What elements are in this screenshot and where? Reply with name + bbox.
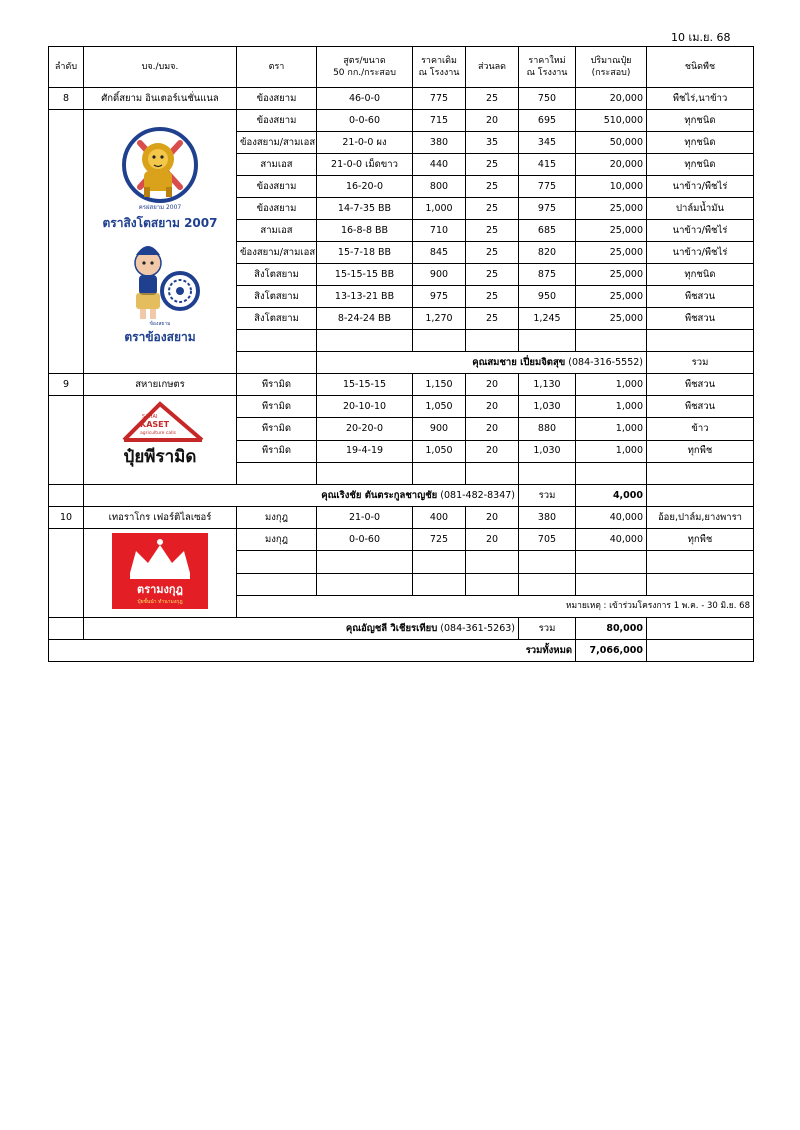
formula-cell: 21-0-0 เม็ดขาว	[317, 154, 413, 176]
old-price-cell: 710	[413, 220, 466, 242]
old-price-cell: 400	[413, 507, 466, 529]
quantity-cell: 25,000	[576, 242, 647, 264]
empty-cell	[413, 330, 466, 352]
crown-logo-text: ตรามงกุฎ	[137, 583, 183, 596]
brand-cell: พีรามิด	[237, 440, 317, 462]
new-price-cell: 1,030	[519, 396, 576, 418]
empty-cell	[647, 618, 754, 640]
crop-cell: นาข้าว/พืชไร่	[647, 220, 754, 242]
header-company: บจ./บมจ.	[84, 47, 237, 88]
empty-cell	[647, 462, 754, 484]
empty-cell	[647, 640, 754, 662]
new-price-cell: 1,245	[519, 308, 576, 330]
empty-cell	[519, 330, 576, 352]
empty-cell	[576, 551, 647, 573]
formula-cell: 20-10-10	[317, 396, 413, 418]
crop-cell: อ้อย,ปาล์ม,ยางพารา	[647, 507, 754, 529]
empty-cell	[519, 551, 576, 573]
note-text: หมายเหตุ : เข้าร่วมโครงการ 1 พ.ค. - 30 มิ.ย. 68	[237, 595, 754, 617]
table-row	[49, 529, 754, 551]
old-price-cell: 800	[413, 176, 466, 198]
old-price-cell: 1,000	[413, 198, 466, 220]
empty-cell	[317, 573, 413, 595]
quantity-cell: 25,000	[576, 308, 647, 330]
new-price-cell: 345	[519, 132, 576, 154]
table-row	[49, 374, 754, 396]
formula-cell: 0-0-60	[317, 110, 413, 132]
header-formula	[317, 47, 413, 88]
empty-cell	[466, 573, 519, 595]
contact-cell	[317, 352, 647, 374]
company-name: เทอราโกร เฟอร์ติไลเซอร์	[84, 507, 237, 529]
logo-cell	[84, 110, 237, 374]
discount-cell: 25	[466, 88, 519, 110]
empty-cell	[576, 573, 647, 595]
new-price-cell: 975	[519, 198, 576, 220]
table-row	[49, 507, 754, 529]
formula-cell: 21-0-0 ผง	[317, 132, 413, 154]
header-discount: ส่วนลด	[466, 47, 519, 88]
old-price-cell: 1,270	[413, 308, 466, 330]
header-old-price	[413, 47, 466, 88]
fertilizer-price-table	[48, 46, 754, 662]
old-price-cell: 845	[413, 242, 466, 264]
agri-tagline-text: agriculture calls	[140, 431, 176, 436]
quantity-cell: 20,000	[576, 154, 647, 176]
new-price-cell: 750	[519, 88, 576, 110]
brand-cell: สิงโตสยาม	[237, 286, 317, 308]
quantity-cell: 1,000	[576, 396, 647, 418]
header-old-price-line1: ราคาเดิม	[421, 56, 457, 66]
old-price-cell: 380	[413, 132, 466, 154]
brand-cell: สามเอส	[237, 220, 317, 242]
brand-cell: ข้องสยาม	[237, 88, 317, 110]
empty-cell	[317, 330, 413, 352]
brand-cell: สิงโตสยาม	[237, 264, 317, 286]
grand-total-label: รวมทั้งหมด	[49, 640, 576, 662]
header-row	[49, 47, 754, 88]
empty-cell	[413, 551, 466, 573]
empty-cell	[237, 352, 317, 374]
crop-cell: ทุกชนิด	[647, 132, 754, 154]
crop-cell: พืชสวน	[647, 374, 754, 396]
quantity-cell: 1,000	[576, 418, 647, 440]
new-price-cell: 415	[519, 154, 576, 176]
subtotal-value: 80,000	[576, 618, 647, 640]
sahai-text: SAHAI	[142, 414, 158, 420]
empty-cell	[519, 462, 576, 484]
discount-cell: 25	[466, 308, 519, 330]
empty-cell	[49, 485, 84, 507]
brand-cell: พีรามิด	[237, 396, 317, 418]
brand-cell: ข้องสยาม	[237, 176, 317, 198]
quantity-cell: 40,000	[576, 529, 647, 551]
header-new-price-line2: ณ โรงงาน	[526, 68, 568, 78]
contact-cell	[84, 618, 519, 640]
quantity-cell: 25,000	[576, 220, 647, 242]
table-row	[49, 396, 754, 418]
formula-cell: 20-20-0	[317, 418, 413, 440]
header-quantity-line1: ปริมาณปุ๋ย	[590, 56, 632, 66]
discount-cell: 20	[466, 440, 519, 462]
khong-boy-icon	[135, 246, 198, 319]
brand-cell: สามเอส	[237, 154, 317, 176]
crop-cell: ทุกชนิด	[647, 264, 754, 286]
empty-cell	[237, 573, 317, 595]
company-name: ศักดิ์สยาม อินเตอร์เนชั่นแนล	[84, 88, 237, 110]
discount-cell: 20	[466, 507, 519, 529]
formula-cell: 21-0-0	[317, 507, 413, 529]
subtotal-label: รวม	[519, 618, 576, 640]
quantity-cell: 40,000	[576, 507, 647, 529]
old-price-cell: 725	[413, 529, 466, 551]
formula-cell: 8-24-24 BB	[317, 308, 413, 330]
brand-cell: ข้องสยาม	[237, 198, 317, 220]
crop-cell: นาข้าว/พืชไร่	[647, 242, 754, 264]
empty-cell	[317, 462, 413, 484]
crop-cell: ทุกพืช	[647, 529, 754, 551]
empty-cell	[466, 551, 519, 573]
crop-cell: นาข้าว/พืชไร่	[647, 176, 754, 198]
row-number: 8	[49, 88, 84, 110]
row-number: 9	[49, 374, 84, 396]
crown-logo-subtext: ปุ๋ยชั้นนำ ทำนามงกุฎ	[137, 599, 183, 605]
discount-cell: 25	[466, 176, 519, 198]
discount-cell: 25	[466, 154, 519, 176]
formula-cell: 0-0-60	[317, 529, 413, 551]
subtotal-row	[49, 485, 754, 507]
header-quantity-line2: (กระสอบ)	[591, 68, 631, 78]
formula-cell: 46-0-0	[317, 88, 413, 110]
crop-cell: ทุกชนิด	[647, 110, 754, 132]
subtotal-label: รวม	[647, 352, 754, 374]
crop-cell: ปาล์มน้ำมัน	[647, 198, 754, 220]
empty-cell	[576, 462, 647, 484]
quantity-cell: 25,000	[576, 198, 647, 220]
new-price-cell: 950	[519, 286, 576, 308]
quantity-cell: 25,000	[576, 286, 647, 308]
siam-lion-and-khong-siam-logos	[84, 115, 236, 365]
empty-number-cell	[49, 529, 84, 618]
new-price-cell: 705	[519, 529, 576, 551]
header-formula-line2: 50 กก./กระสอบ	[333, 68, 396, 78]
quantity-cell: 1,000	[576, 440, 647, 462]
crown-brand-logo	[84, 529, 236, 613]
contact-phone: (081-482-8347)	[440, 489, 515, 501]
empty-cell	[647, 485, 754, 507]
subtotal-value: 4,000	[576, 485, 647, 507]
empty-cell	[647, 330, 754, 352]
logo-cell	[84, 529, 237, 618]
old-price-cell: 900	[413, 264, 466, 286]
new-price-cell: 380	[519, 507, 576, 529]
new-price-cell: 820	[519, 242, 576, 264]
header-crop: ชนิดพืช	[647, 47, 754, 88]
lion-logo-small-text: ฅรฝสยาม 2007	[138, 203, 182, 211]
quantity-cell: 50,000	[576, 132, 647, 154]
empty-cell	[413, 573, 466, 595]
old-price-cell: 900	[413, 418, 466, 440]
contact-phone: (084-316-5552)	[568, 356, 643, 368]
contact-phone: (084-361-5263)	[440, 622, 515, 634]
kaset-text: KASET	[140, 420, 170, 429]
subtotal-label: รวม	[519, 485, 576, 507]
empty-number-cell	[49, 110, 84, 374]
old-price-cell: 440	[413, 154, 466, 176]
discount-cell: 25	[466, 198, 519, 220]
discount-cell: 20	[466, 374, 519, 396]
empty-cell	[237, 330, 317, 352]
formula-cell: 15-15-15	[317, 374, 413, 396]
empty-cell	[237, 551, 317, 573]
pyramid-logo-text: ปุ๋ยพีรามิด	[123, 447, 197, 467]
new-price-cell: 1,130	[519, 374, 576, 396]
formula-cell: 19-4-19	[317, 440, 413, 462]
contact-name: คุณเริงชัย ตันตระกูลชาญชัย	[321, 489, 438, 501]
empty-cell	[466, 330, 519, 352]
khong-logo-text: ตราข้องสยาม	[124, 329, 196, 344]
crop-cell: ทุกชนิด	[647, 154, 754, 176]
old-price-cell: 775	[413, 88, 466, 110]
empty-cell	[466, 462, 519, 484]
header-formula-line1: สูตร/ขนาด	[343, 56, 386, 66]
grand-total-row	[49, 640, 754, 662]
discount-cell: 25	[466, 264, 519, 286]
discount-cell: 20	[466, 396, 519, 418]
discount-cell: 20	[466, 529, 519, 551]
new-price-cell: 1,030	[519, 440, 576, 462]
new-price-cell: 775	[519, 176, 576, 198]
old-price-cell: 715	[413, 110, 466, 132]
crop-cell: ทุกพืช	[647, 440, 754, 462]
crop-cell: พืชสวน	[647, 286, 754, 308]
new-price-cell: 695	[519, 110, 576, 132]
new-price-cell: 880	[519, 418, 576, 440]
company-name: สหายเกษตร	[84, 374, 237, 396]
header-old-price-line2: ณ โรงงาน	[418, 68, 460, 78]
subtotal-row	[49, 618, 754, 640]
empty-cell	[413, 462, 466, 484]
lion-logo-text: ตราสิงโตสยาม 2007	[102, 215, 218, 230]
empty-cell	[647, 573, 754, 595]
table-row	[49, 88, 754, 110]
brand-cell: มงกุฎ	[237, 507, 317, 529]
brand-cell: ข้องสยาม/สามเอส	[237, 132, 317, 154]
lion-emblem-icon	[124, 129, 196, 201]
empty-cell	[647, 551, 754, 573]
header-brand: ตรา	[237, 47, 317, 88]
new-price-cell: 875	[519, 264, 576, 286]
empty-cell	[49, 618, 84, 640]
contact-name: คุณอัญชลี วิเชียรเทียบ	[345, 622, 438, 634]
grand-total-value: 7,066,000	[576, 640, 647, 662]
brand-cell: พีรามิด	[237, 374, 317, 396]
empty-cell	[317, 551, 413, 573]
document-date: 10 เม.ย. 68	[671, 31, 731, 44]
logo-cell	[84, 396, 237, 485]
discount-cell: 35	[466, 132, 519, 154]
discount-cell: 20	[466, 418, 519, 440]
table-row	[49, 110, 754, 132]
quantity-cell: 510,000	[576, 110, 647, 132]
old-price-cell: 1,050	[413, 396, 466, 418]
discount-cell: 25	[466, 242, 519, 264]
new-price-cell: 685	[519, 220, 576, 242]
empty-number-cell	[49, 396, 84, 485]
crop-cell: พืชสวน	[647, 308, 754, 330]
header-no: ลำดับ	[49, 47, 84, 88]
pyramid-fertilizer-logo	[84, 396, 236, 480]
brand-cell: พีรามิด	[237, 418, 317, 440]
contact-name: คุณสมชาย เปี่ยมจิตสุข	[472, 356, 566, 368]
crop-cell: ข้าว	[647, 418, 754, 440]
header-new-price-line1: ราคาใหม่	[528, 56, 566, 66]
empty-cell	[237, 462, 317, 484]
contact-cell	[84, 485, 519, 507]
formula-cell: 15-15-15 BB	[317, 264, 413, 286]
formula-cell: 14-7-35 BB	[317, 198, 413, 220]
brand-cell: ข้องสยาม/สามเอส	[237, 242, 317, 264]
formula-cell: 15-7-18 BB	[317, 242, 413, 264]
crop-cell: พืชไร่,นาข้าว	[647, 88, 754, 110]
discount-cell: 25	[466, 220, 519, 242]
brand-cell: สิงโตสยาม	[237, 308, 317, 330]
brand-cell: มงกุฎ	[237, 529, 317, 551]
row-number: 10	[49, 507, 84, 529]
quantity-cell: 1,000	[576, 374, 647, 396]
old-price-cell: 1,050	[413, 440, 466, 462]
empty-cell	[576, 330, 647, 352]
quantity-cell: 20,000	[576, 88, 647, 110]
khong-logo-small-text: ข้องสยาม	[149, 320, 171, 327]
formula-cell: 16-8-8 BB	[317, 220, 413, 242]
old-price-cell: 1,150	[413, 374, 466, 396]
formula-cell: 16-20-0	[317, 176, 413, 198]
formula-cell: 13-13-21 BB	[317, 286, 413, 308]
old-price-cell: 975	[413, 286, 466, 308]
discount-cell: 25	[466, 286, 519, 308]
header-quantity	[576, 47, 647, 88]
discount-cell: 20	[466, 110, 519, 132]
header-new-price	[519, 47, 576, 88]
quantity-cell: 25,000	[576, 264, 647, 286]
crop-cell: พืชสวน	[647, 396, 754, 418]
brand-cell: ข้องสยาม	[237, 110, 317, 132]
empty-cell	[519, 573, 576, 595]
quantity-cell: 10,000	[576, 176, 647, 198]
